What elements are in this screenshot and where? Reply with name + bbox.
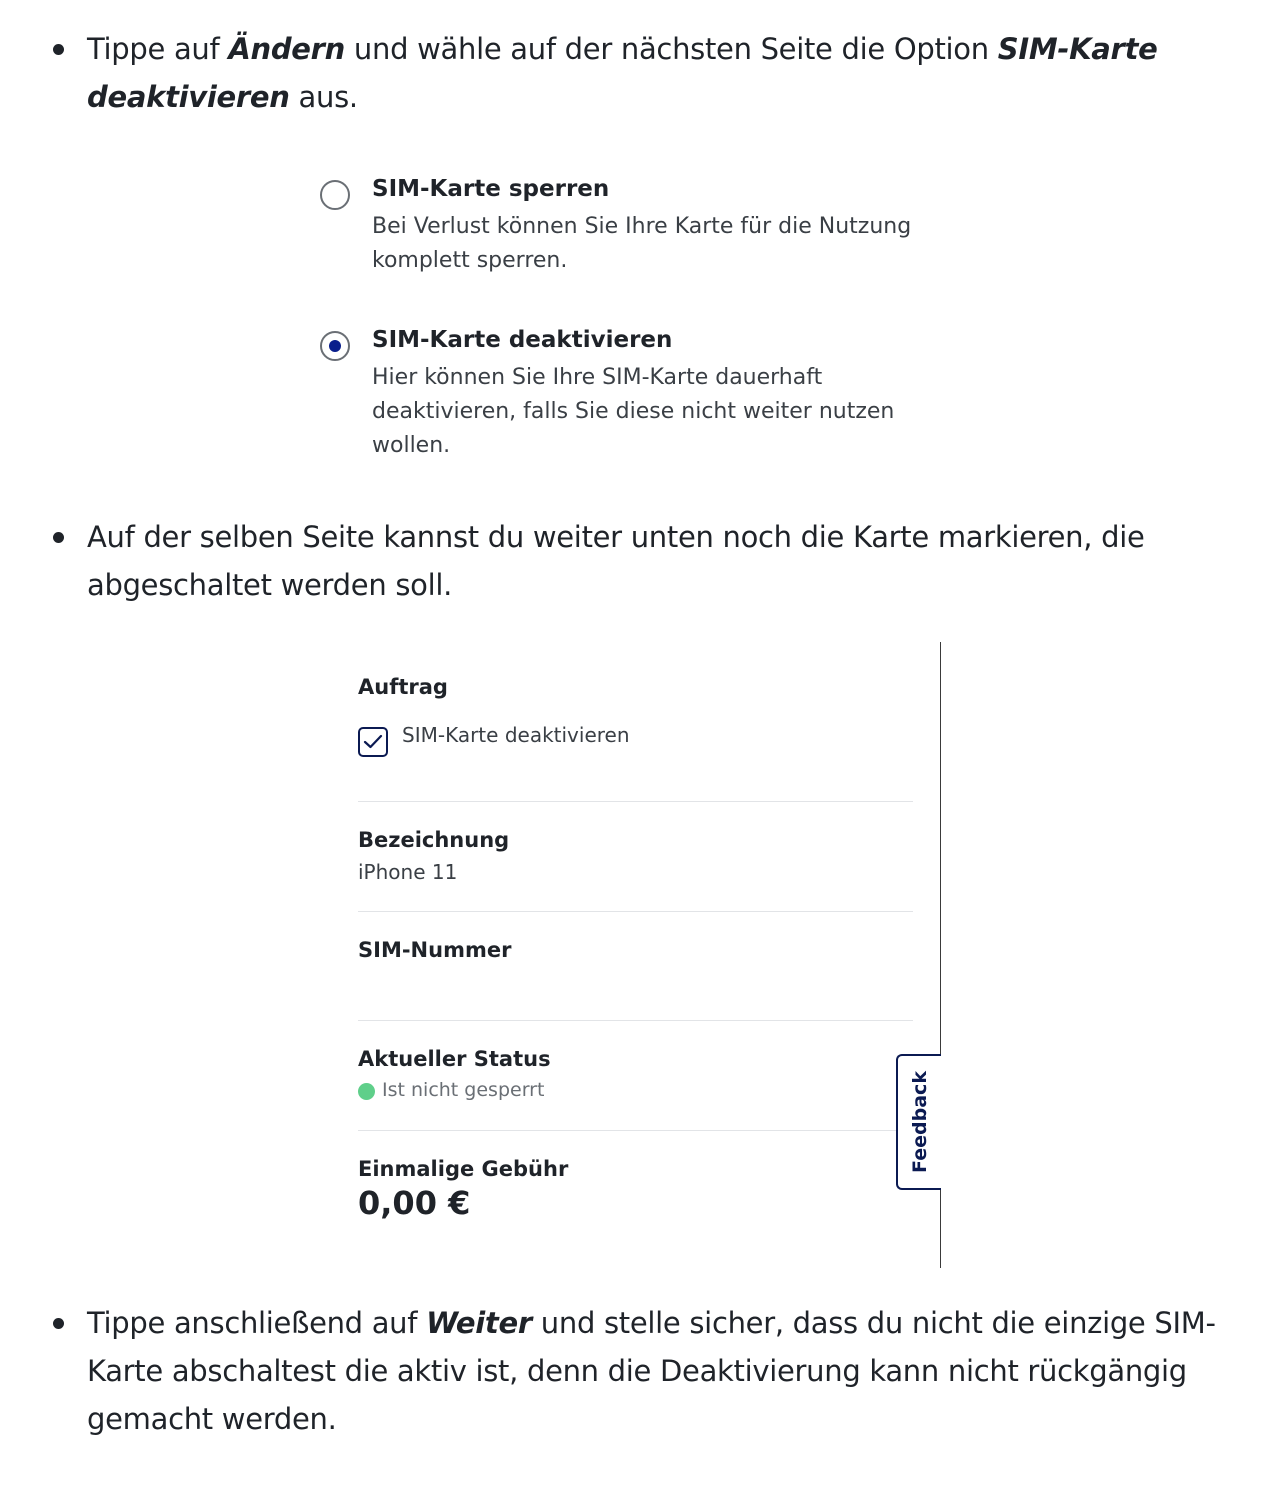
option-description: Hier können Sie Ihre SIM-Karte dauerhaft deaktivieren, falls Sie diese nicht weiter nutzen wollen. [372,365,895,458]
auftrag-label: Auftrag [358,675,448,699]
divider [358,911,913,912]
bezeichnung-label: Bezeichnung [358,828,510,852]
step-text [87,513,1147,609]
bullet-dot [53,44,64,55]
option-description: Bei Verlust können Sie Ihre Karte für die Nutzung komplett sperren. [372,214,912,273]
bullet-dot [53,532,64,543]
step-text-run: Tippe anschließend auf [87,1306,427,1340]
step-text-run: und stelle sicher, dass du nicht die einzige SIM-Karte abschaltest die aktiv ist, denn die Deaktivierung kann nicht rückgängig gemacht werden. [87,1306,1216,1436]
step-text-run: und wähle auf der nächsten Seite die Option [345,32,998,66]
step-text [87,1299,1272,1443]
radio-button[interactable] [320,180,350,210]
fee-label: Einmalige Gebühr [358,1157,569,1181]
emphasis-text: Ändern [228,32,346,66]
step-text-run: aus. [289,80,358,114]
step-text-run: Auf der selben Seite kannst du weiter unten noch die Karte markieren, die abgeschaltet werden soll. [87,520,1145,602]
radio-button[interactable] [320,331,350,361]
status-label: Aktueller Status [358,1047,551,1071]
emphasis-text: Weiter [426,1306,532,1340]
step-text-run: Tippe auf [87,32,229,66]
sim-number-label: SIM-Nummer [358,938,512,962]
divider [358,1130,913,1131]
feedback-label: Feedback [908,1071,931,1173]
emphasis-text: SIM-Karte deaktivieren [87,32,1158,114]
status-indicator [358,1083,375,1100]
step-text [87,25,1272,121]
checkmark-icon [363,734,383,750]
deactivate-checkbox[interactable] [358,727,388,757]
divider [358,1020,913,1021]
bullet-dot [53,1318,64,1329]
bezeichnung-value: iPhone 11 [358,860,458,884]
feedback-tab[interactable] [896,1054,941,1190]
option-title: SIM-Karte sperren [372,176,610,202]
checkbox-label: SIM-Karte deaktivieren [402,723,630,747]
divider [358,801,913,802]
fee-value: 0,00 € [358,1184,471,1222]
option-title: SIM-Karte deaktivieren [372,327,673,353]
status-value: Ist nicht gesperrt [382,1079,545,1101]
